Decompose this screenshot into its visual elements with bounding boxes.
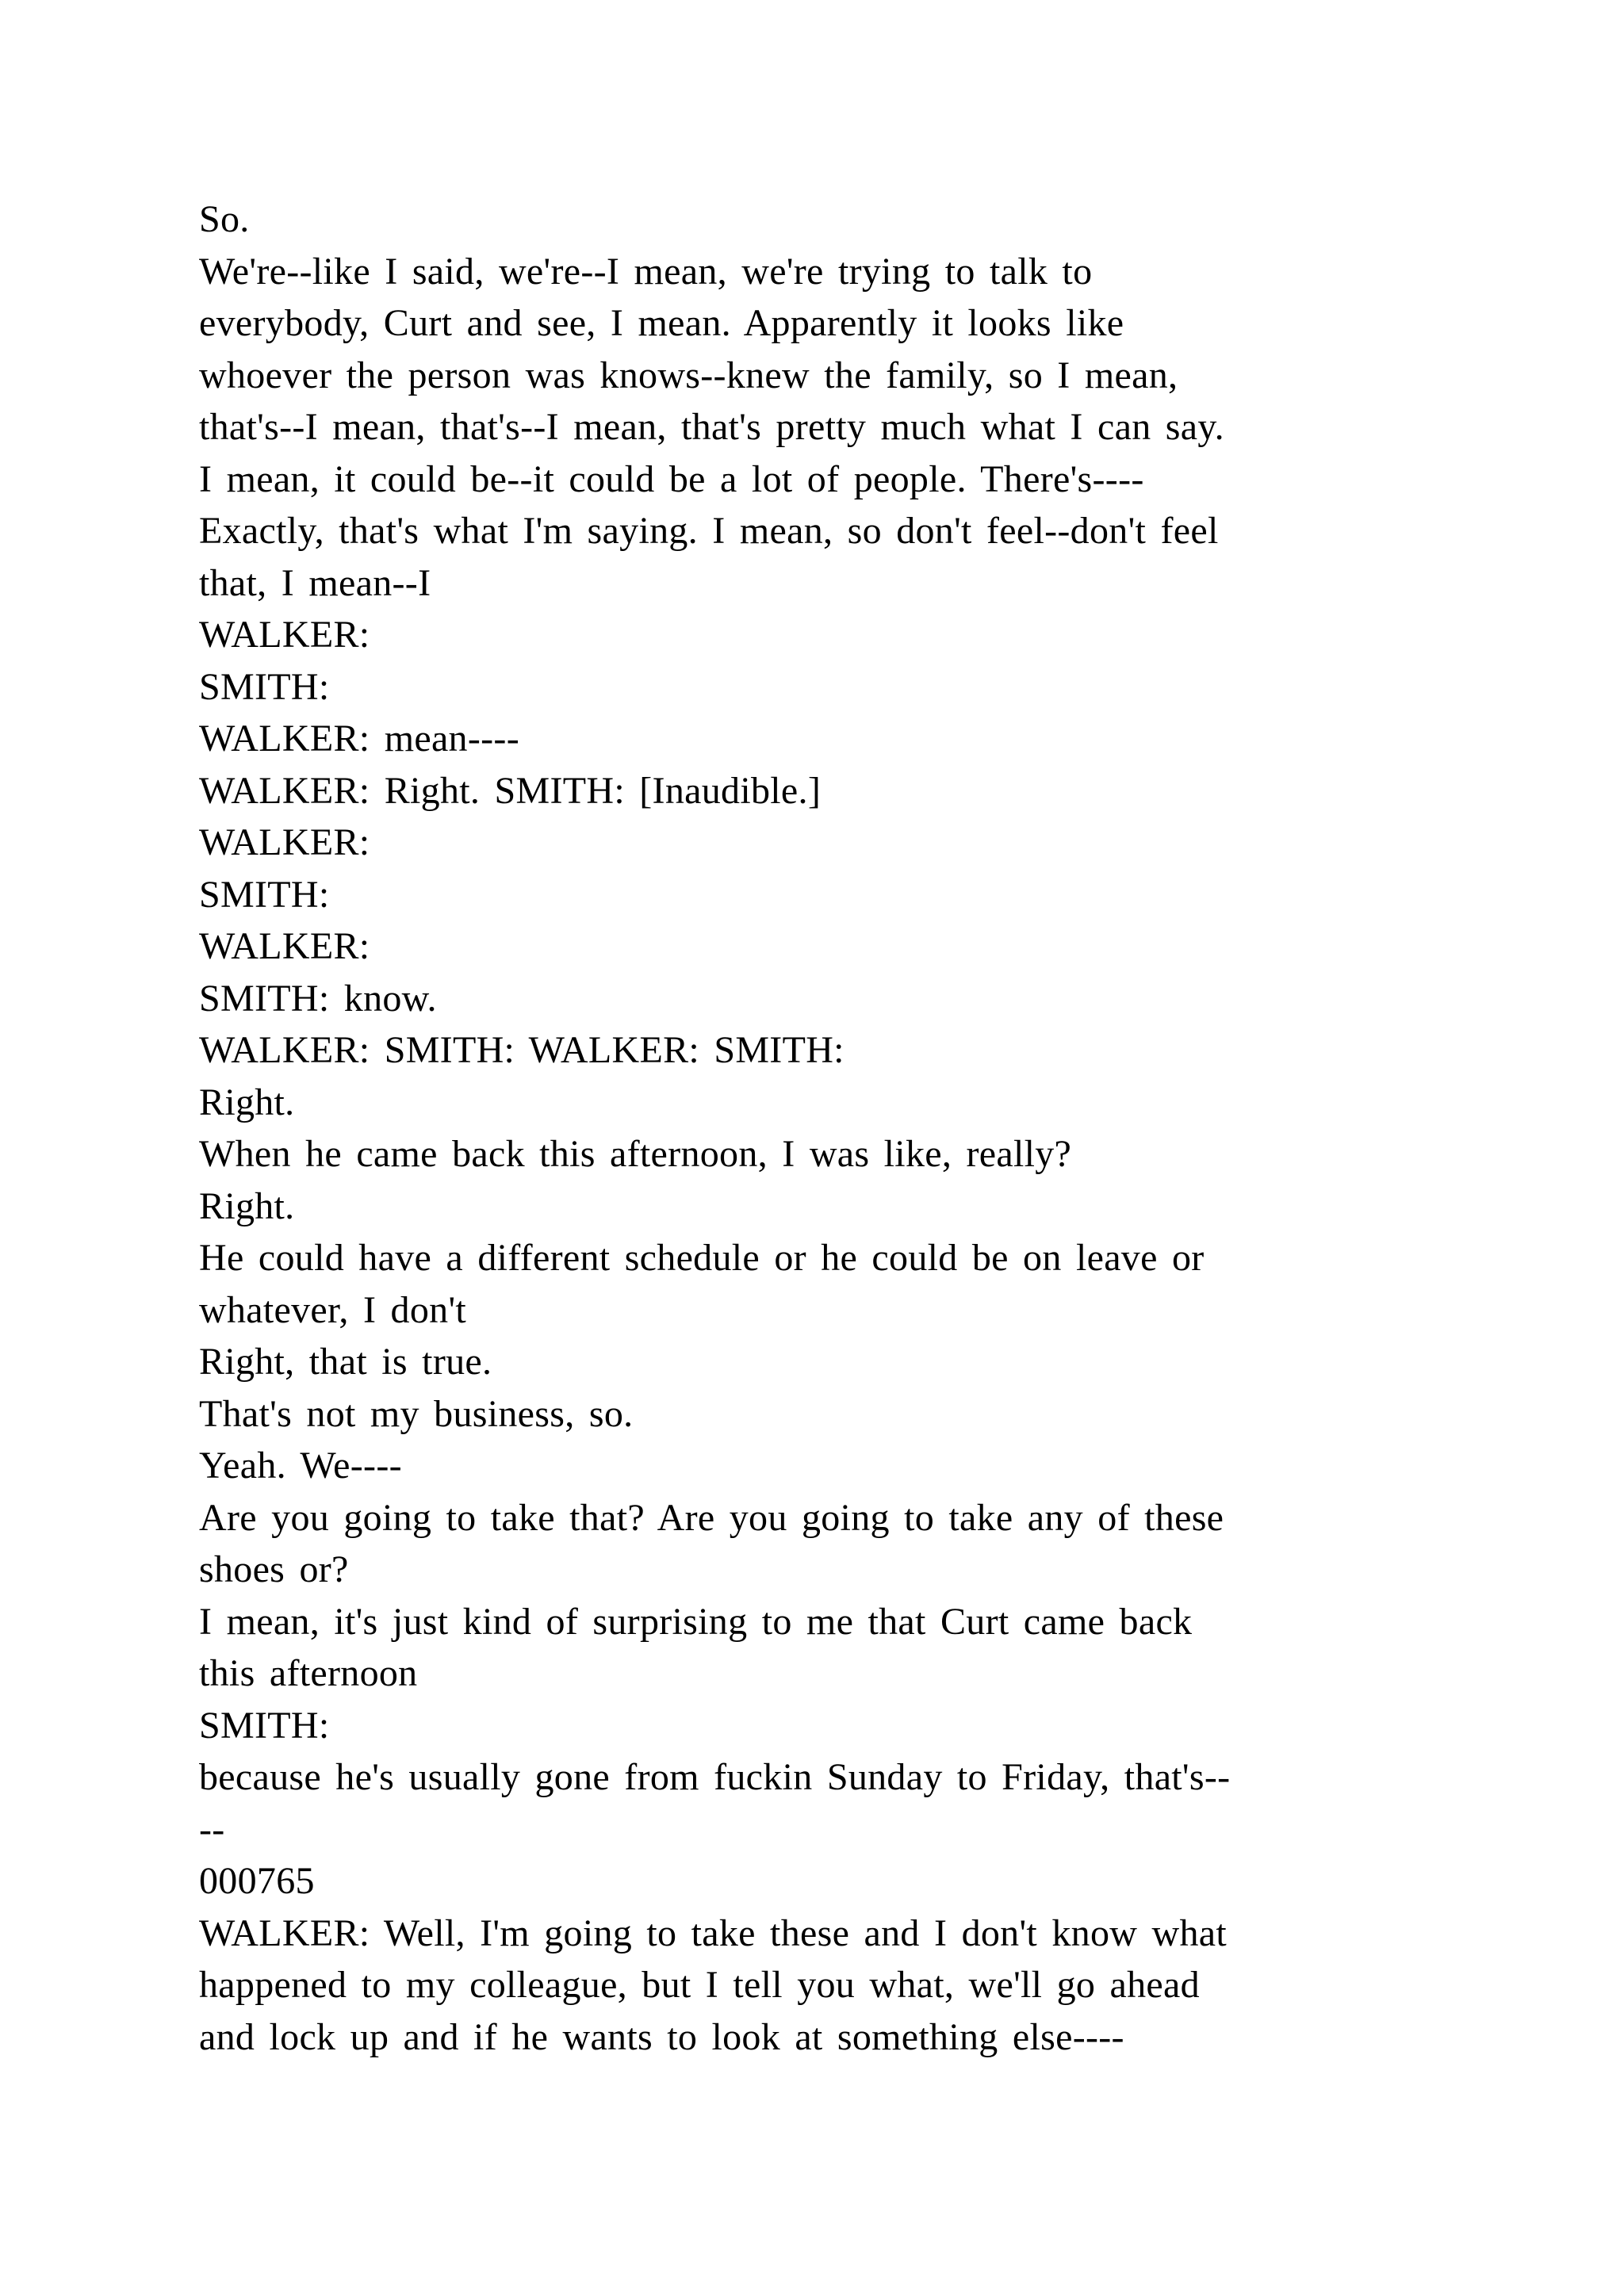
- text-line: shoes or?: [199, 1548, 349, 1590]
- text-line: WALKER: mean----: [199, 718, 519, 760]
- text-line: --: [199, 1808, 225, 1850]
- text-line: That's not my business, so.: [199, 1392, 634, 1435]
- text-line: Right, that is true.: [199, 1341, 492, 1383]
- text-line: SMITH: know.: [199, 977, 437, 1020]
- text-line: Right.: [199, 1081, 295, 1123]
- text-line: When he came back this afternoon, I was like, really?: [199, 1133, 1072, 1175]
- text-line: happened to my colleague, but I tell you what, we'll go ahead: [199, 1964, 1200, 2006]
- text-line: because he's usually gone from fuckin Sunday to Friday, that's--: [199, 1756, 1231, 1798]
- text-line: He could have a different schedule or he could be on leave or: [199, 1237, 1205, 1279]
- text-line: this afternoon: [199, 1652, 418, 1694]
- bates-number: 000765: [199, 1860, 315, 1902]
- speaker-label: WALKER:: [199, 821, 370, 863]
- text-line: I mean, it could be--it could be a lot of people. There's----: [199, 457, 1144, 500]
- speaker-label: WALKER:: [199, 614, 370, 656]
- speaker-label: WALKER: SMITH: WALKER: SMITH:: [199, 1029, 845, 1071]
- speaker-label: SMITH:: [199, 665, 330, 708]
- text-line: everybody, Curt and see, I mean. Apparently it looks like: [199, 302, 1124, 344]
- text-line: I mean, it's just kind of surprising to me that Curt came back: [199, 1600, 1193, 1643]
- text-line: that's--I mean, that's--I mean, that's pretty much what I can say.: [199, 406, 1224, 448]
- text-line: Exactly, that's what I'm saying. I mean, so don't feel--don't feel: [199, 510, 1219, 552]
- text-line: Yeah. We----: [199, 1445, 402, 1487]
- speaker-label: SMITH:: [199, 1704, 330, 1747]
- text-line: that, I mean--I: [199, 561, 431, 604]
- text-line: Right.: [199, 1184, 295, 1227]
- text-line: whoever the person was knows--knew the family, so I mean,: [199, 354, 1178, 396]
- transcript-text: [199, 193, 1436, 2063]
- text-line: WALKER: Right. SMITH: [Inaudible.]: [199, 769, 822, 812]
- text-line: whatever, I don't: [199, 1288, 467, 1331]
- text-line: Are you going to take that? Are you going to take any of these: [199, 1496, 1224, 1539]
- speaker-label: SMITH:: [199, 873, 330, 916]
- text-line: and lock up and if he wants to look at something else----: [199, 2015, 1124, 2058]
- text-line: WALKER: Well, I'm going to take these and I don't know what: [199, 1911, 1228, 1954]
- text-line: We're--like I said, we're--I mean, we're trying to talk to: [199, 250, 1093, 293]
- text-line: So.: [199, 198, 250, 240]
- speaker-label: WALKER:: [199, 925, 370, 967]
